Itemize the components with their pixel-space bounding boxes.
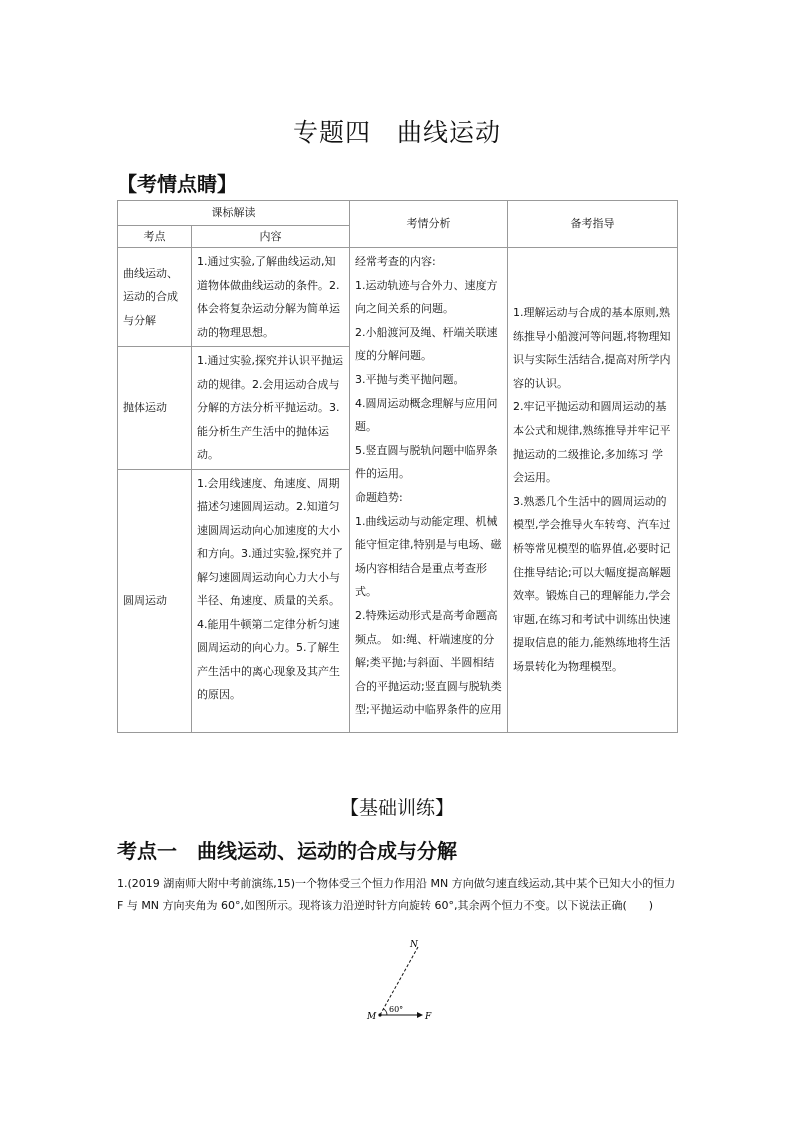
angle-arc — [383, 1009, 387, 1015]
section-heading-kaoqing: 【考情点睛】 — [117, 172, 237, 196]
header-kebiao: 课标解读 — [118, 201, 350, 226]
header-neirong: 内容 — [192, 226, 350, 248]
page-title: 专题四 曲线运动 — [292, 118, 501, 147]
header-kaodian: 考点 — [118, 226, 192, 248]
section-heading-jichu: 【基础训练】 — [339, 797, 454, 819]
row-neirong-3: 1.会用线速度、角速度、周期描述匀速圆周运动。2.知道匀速圆周运动向心加速度的大小和方向。3.通过实验,探究并了解匀速圆周运动向心力大小与半径、角速度、质量的关系。4.能用牛顿第二定律分析匀速圆周运动的向心力。5.了解生产生活中的离心现象及其产生的原因。 — [192, 469, 350, 732]
row-kaodian-2: 抛体运动 — [118, 347, 192, 470]
header-fenxi: 考情分析 — [350, 201, 508, 248]
beikao-zhidao-cell: 1.理解运动与合成的基本原则,熟练推导小船渡河等问题,将物理知识与实际生活结合,提高对所学内容的认识。 2.牢记平抛运动和圆周运动的基本公式和规律,熟练推导并牢记平抛运动的二级推论,多加练习 学会运用。 3.熟悉几个生活中的圆周运动的模型,学会推导火车转弯、汽车过桥等常见模型的临界值,必要时记住推导结论;可以大幅度提高解题效率。锻炼自己的理解能力,学会审题,在练习和考试中训练出快速提取信息的能力,能熟练地将生活场景转化为物理模型。 — [508, 248, 678, 733]
point-m — [378, 1013, 381, 1016]
kaoqing-fenxi-cell: 经常考查的内容: 1.运动轨迹与合外力、速度方向之间关系的问题。 2.小船渡河及绳、杆端关联速度的分解问题。 3.平抛与类平抛问题。 4.圆周运动概念理解与应用问题。 5.竖直圆与脱轨问题中临界条件的运用。 命题趋势: 1.曲线运动与动能定理、机械能守恒定律,特别是与电场、磁场内容相结合是重点考查形式。 2.特殊运动形式是高考命题高频点。 如:绳、杆端速度的分解;类平抛;与斜面、半圆相结合的平抛运动;竖直圆与脱轨类型;平抛运动中临界条件的应用 — [350, 248, 508, 733]
label-f: F — [425, 1012, 432, 1022]
header-zhidao: 备考指导 — [508, 201, 678, 248]
row-neirong-2: 1.通过实验,探究并认识平抛运动的规律。2.会用运动合成与分解的方法分析平抛运动。3.能分析生产生活中的抛体运动。 — [192, 347, 350, 470]
question-1: 1.(2019 湖南师大附中考前演练,15)一个物体受三个恒力作用沿 MN 方向做匀速直线运动,其中某个已知大小的恒力 F 与 MN 方向夹角为 60°,如图所示。现将该力沿逆时针方向旋转 60°,其余两个恒力不变。以下说法正确( ) — [117, 877, 676, 912]
subsection-heading: 考点一 曲线运动、运动的合成与分解 — [117, 839, 457, 863]
force-diagram — [360, 935, 450, 1025]
overview-table — [117, 200, 678, 733]
row-kaodian-3: 圆周运动 — [118, 469, 192, 732]
row-kaodian-1: 曲线运动、运动的合成与分解 — [118, 248, 192, 347]
label-n: N — [410, 940, 418, 950]
label-m: M — [367, 1012, 377, 1022]
force-f-arrowhead — [417, 1012, 423, 1018]
angle-label: 60° — [389, 1005, 404, 1014]
row-neirong-1: 1.通过实验,了解曲线运动,知道物体做曲线运动的条件。2.体会将复杂运动分解为简单运动的物理思想。 — [192, 248, 350, 347]
